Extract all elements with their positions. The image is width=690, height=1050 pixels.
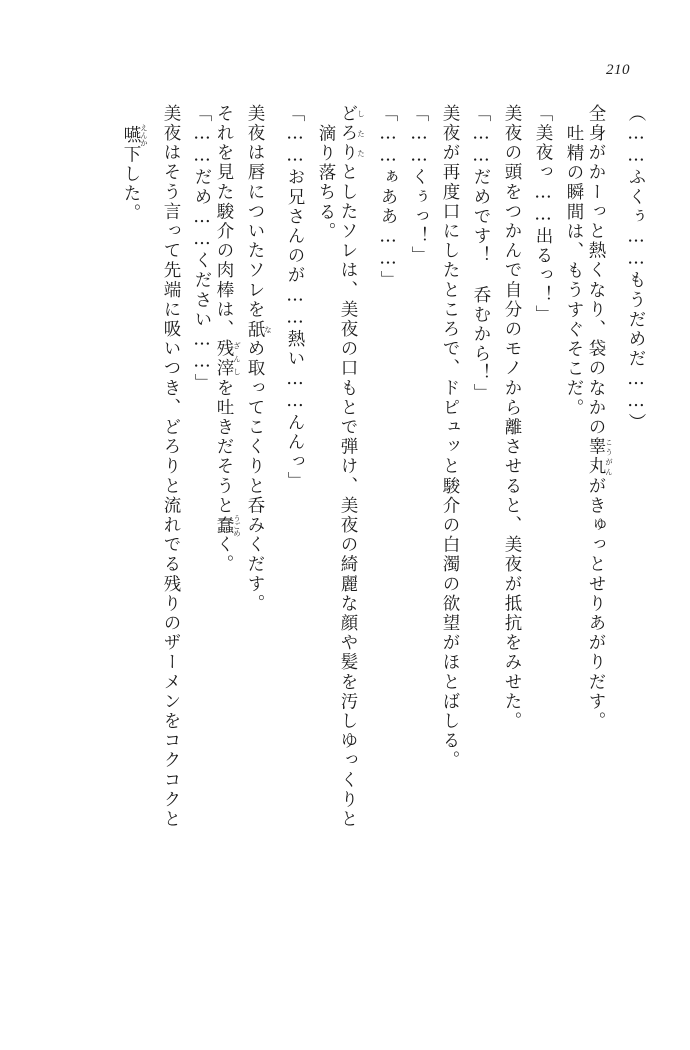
vertical-text-body — [46, 104, 644, 972]
text-column: 美夜は唇についたソレを舐なめ取ってこくりと呑みくだす。 — [245, 104, 273, 614]
text-column: 「……だめです！ 呑むから！」 — [471, 104, 491, 403]
text-column: 嚥えんか下した。 — [121, 124, 149, 224]
page-number: 210 — [606, 62, 630, 78]
ruby-shitata: どろりしたた — [338, 104, 366, 163]
text-column: 美夜が再度口にしたところで、ドピュッと駿介の白濁の欲望がほとばしる。 — [440, 104, 460, 771]
text-column: 美夜はそう言って先端に吸いつき、どろりと流れでる残りのザーメンをコクコクと — [161, 104, 181, 830]
text-column: 「……お兄さんのが……熱い……んんっ」 — [285, 104, 305, 492]
text-column: （……ふくぅ……もうだめだ……） — [626, 104, 646, 433]
text-column: 吐精の瞬間は、もうすぐそこだ。 — [564, 124, 584, 418]
ruby-enka: 嚥えんか — [121, 124, 149, 147]
ruby-ugome: 蠢うごめ — [214, 514, 242, 537]
text-column: どろりしたたとしたソレは、美夜の口もとで弾け、美夜の綺麗な顔や髪を汚しゆっくりと — [338, 104, 366, 830]
text-column: 「……ぁああ……」 — [378, 104, 398, 291]
text-column: 「美夜っ……出るっ！」 — [533, 104, 553, 325]
text-column: 「……くぅっ！」 — [409, 104, 429, 266]
text-column: それを見た駿介の肉棒は、残滓ざんしを吐きだそうと蠢うごめく。 — [214, 104, 242, 575]
text-column: 美夜の頭をつかんで自分のモノから離させると、美夜が抵抗をみせた。 — [502, 104, 522, 732]
ruby-zanshi: 残滓ざんし — [214, 339, 242, 379]
text-column: 「……だめ……ください……」 — [192, 104, 212, 394]
ruby-name: 舐な — [245, 319, 273, 340]
ruby-kougan: 睾丸こうがん — [586, 437, 614, 477]
text-column: 全身がかーっと熱くなり、袋のなかの睾丸こうがんがきゅっとせりあがりだす。 — [586, 104, 614, 732]
text-column: 滴り落ちる。 — [316, 124, 336, 242]
